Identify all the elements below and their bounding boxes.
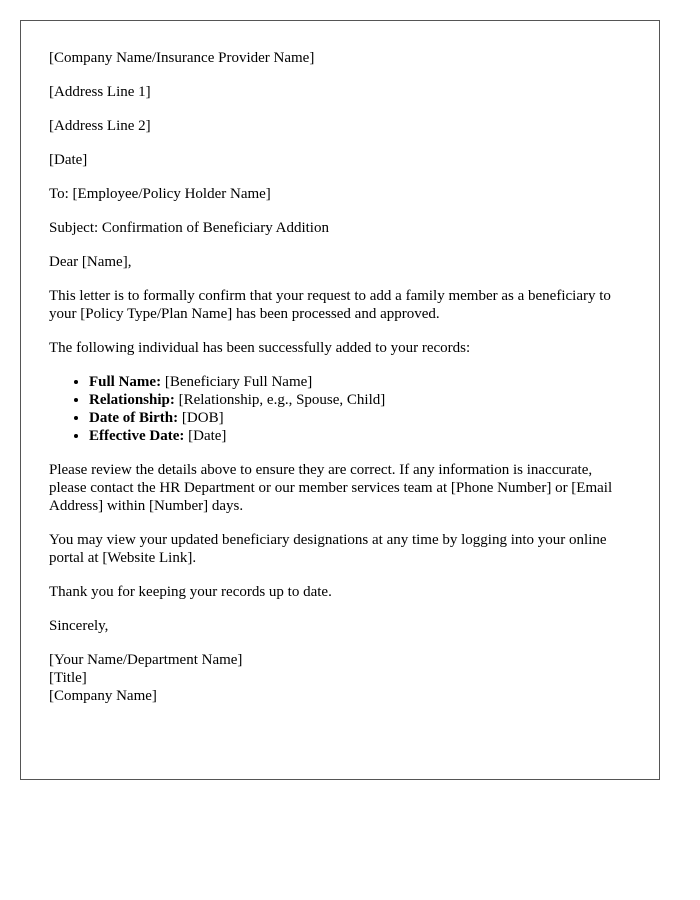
- detail-date-of-birth: [89, 409, 631, 427]
- letter-date: [Date]: [49, 152, 88, 168]
- signature-company: [Company Name]: [49, 688, 157, 704]
- beneficiary-details-list: [49, 373, 631, 445]
- body-paragraph-confirmation: This letter is to formally confirm that your request to add a family member as a beneficiary to your [Policy Type/Plan Name] has been processed and approved.: [49, 288, 611, 322]
- detail-value: [Beneficiary Full Name]: [161, 374, 313, 390]
- detail-label: Date of Birth:: [89, 410, 179, 426]
- detail-value: [DOB]: [178, 410, 224, 426]
- salutation: Dear [Name],: [49, 254, 132, 270]
- address-line-1: [Address Line 1]: [49, 84, 151, 100]
- body-paragraph-thanks: Thank you for keeping your records up to date.: [49, 584, 332, 600]
- letter-page: [20, 20, 660, 780]
- closing: Sincerely,: [49, 618, 109, 634]
- detail-effective-date: [89, 427, 631, 445]
- company-name: [Company Name/Insurance Provider Name]: [49, 50, 315, 66]
- body-paragraph-intro-list: The following individual has been successfully added to your records:: [49, 340, 471, 356]
- detail-relationship: [89, 391, 631, 409]
- subject: Subject: Confirmation of Beneficiary Addition: [49, 220, 329, 236]
- address-line-2: [Address Line 2]: [49, 118, 151, 134]
- detail-label: Full Name:: [89, 374, 162, 390]
- detail-label: Relationship:: [89, 392, 175, 408]
- signature-name: [Your Name/Department Name]: [49, 652, 243, 668]
- recipient: To: [Employee/Policy Holder Name]: [49, 186, 271, 202]
- detail-full-name: [89, 373, 631, 391]
- detail-label: Effective Date:: [89, 428, 185, 444]
- signature-title: [Title]: [49, 670, 87, 686]
- detail-value: [Date]: [184, 428, 227, 444]
- body-paragraph-portal: You may view your updated beneficiary designations at any time by logging into your online portal at [Website Link].: [49, 532, 607, 566]
- body-paragraph-review: Please review the details above to ensure they are correct. If any information is inaccurate, please contact the HR Department or our member services team at [Phone Number] or [Email Address] within [Number] days.: [49, 462, 613, 514]
- detail-value: [Relationship, e.g., Spouse, Child]: [174, 392, 386, 408]
